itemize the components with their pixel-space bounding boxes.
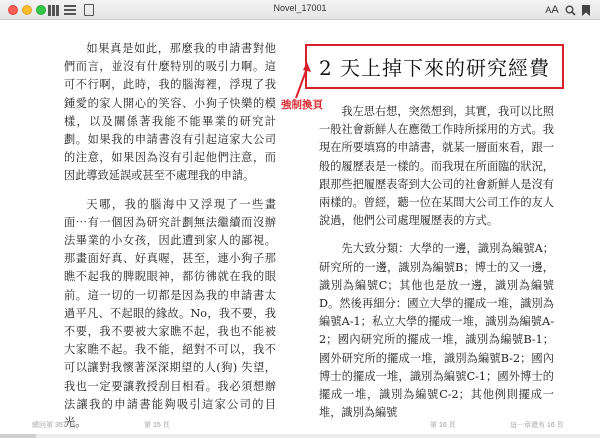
total-pages-remaining: 總回第 357 頁 <box>32 422 76 429</box>
font-size-icon[interactable] <box>544 3 560 17</box>
left-page <box>64 40 276 438</box>
font-size-large-label: A <box>551 4 559 16</box>
chapter-title-box <box>305 44 564 89</box>
left-page-number: 第 15 頁 <box>144 422 170 429</box>
right-paragraph-1: 我左思右想，突然想到，其實，我可以比照一般社會新鮮人在應徵工作時所採用的方式。我現在所要填寫的申請書，就某一層面來看，跟一般的履歷表是一樣的。而我現在所面臨的狀況，跟那些把履歷表寄到大公司的社會新鮮人是沒有兩樣的。曾經，聽一位在某間大公司工作的友人說過，他們公司處理履歷表的方式。 <box>319 105 554 228</box>
annotation-arrow <box>292 60 314 102</box>
search-icon[interactable] <box>564 3 576 17</box>
window-title: Novel_17001 <box>273 3 327 13</box>
toolbar <box>0 0 600 20</box>
right-page <box>319 103 554 432</box>
reading-progress-fill <box>0 434 36 438</box>
right-page-number: 第 16 頁 <box>430 422 456 429</box>
left-paragraph-1: 如果真是如此，那麼我的申請書對他們而言，並沒有什麼特別的吸引力啊。這可不行啊，此時，我的腦海裡，浮現了我鍾愛的家人開心的笑容、小狗子快樂的模樣，以及關係著我能不能畢業的研究計劃。如果我的申請書沒有引起這家大公司的注意，如果因為沒有引起他們注意，而因此導致延誤或甚至不處理我的申請。 <box>64 42 276 183</box>
chapter-title: 2 天上掉下來的研究經費 <box>318 56 551 80</box>
annotation-label: 強制換頁 <box>281 99 323 111</box>
font-size-small-label: A <box>545 5 552 15</box>
right-paragraph-2: 先大致分類：大學的一邊，識別為編號A；研究所的一邊，識別為編號B；博士的又一邊，識別為編號C；其他也是放一邊，識別為編號D。然後再細分：國立大學的擺成一堆，識別為編號A-1；私立大學的擺成一堆，識別為編號A-2；國內研究所的擺成一堆，識別為編號B-1；國外研究所的擺成一堆，識別為編號B-2；國內博士的擺成一堆，識別為編號C-1；國外博士的擺成一堆，識別為編號C-2；其他例則擺成一堆，識別為編號 <box>319 242 554 420</box>
chapter-pages-remaining: 這一章還有 16 頁 <box>510 422 564 429</box>
reading-progress-bar[interactable] <box>0 434 600 438</box>
left-paragraph-2: 天哪，我的腦海中又浮現了一些畫面⋯有一個因為研究計劃無法繼續而沒辦法畢業的小女孩，因此遭到家人的鄙視。那畫面好真、好真喔，甚至，連小狗子那瞧不起我的脾睨眼神，都彷彿就在我的眼前。這一切的一切都是因為我的申請書太過平凡、不起眼的緣故。No，我不要，我不要，我不要被大家瞧不起，我也不能被大家瞧不起。我不能，絕對不可以，我不可以讓對我懷著深深期望的人(狗) 失望，我也一定要讓教授刮目相看。我必須想辦法讓我的申請書能夠吸引這家公司的目光。 <box>64 197 276 430</box>
bookmark-icon[interactable] <box>581 3 591 17</box>
